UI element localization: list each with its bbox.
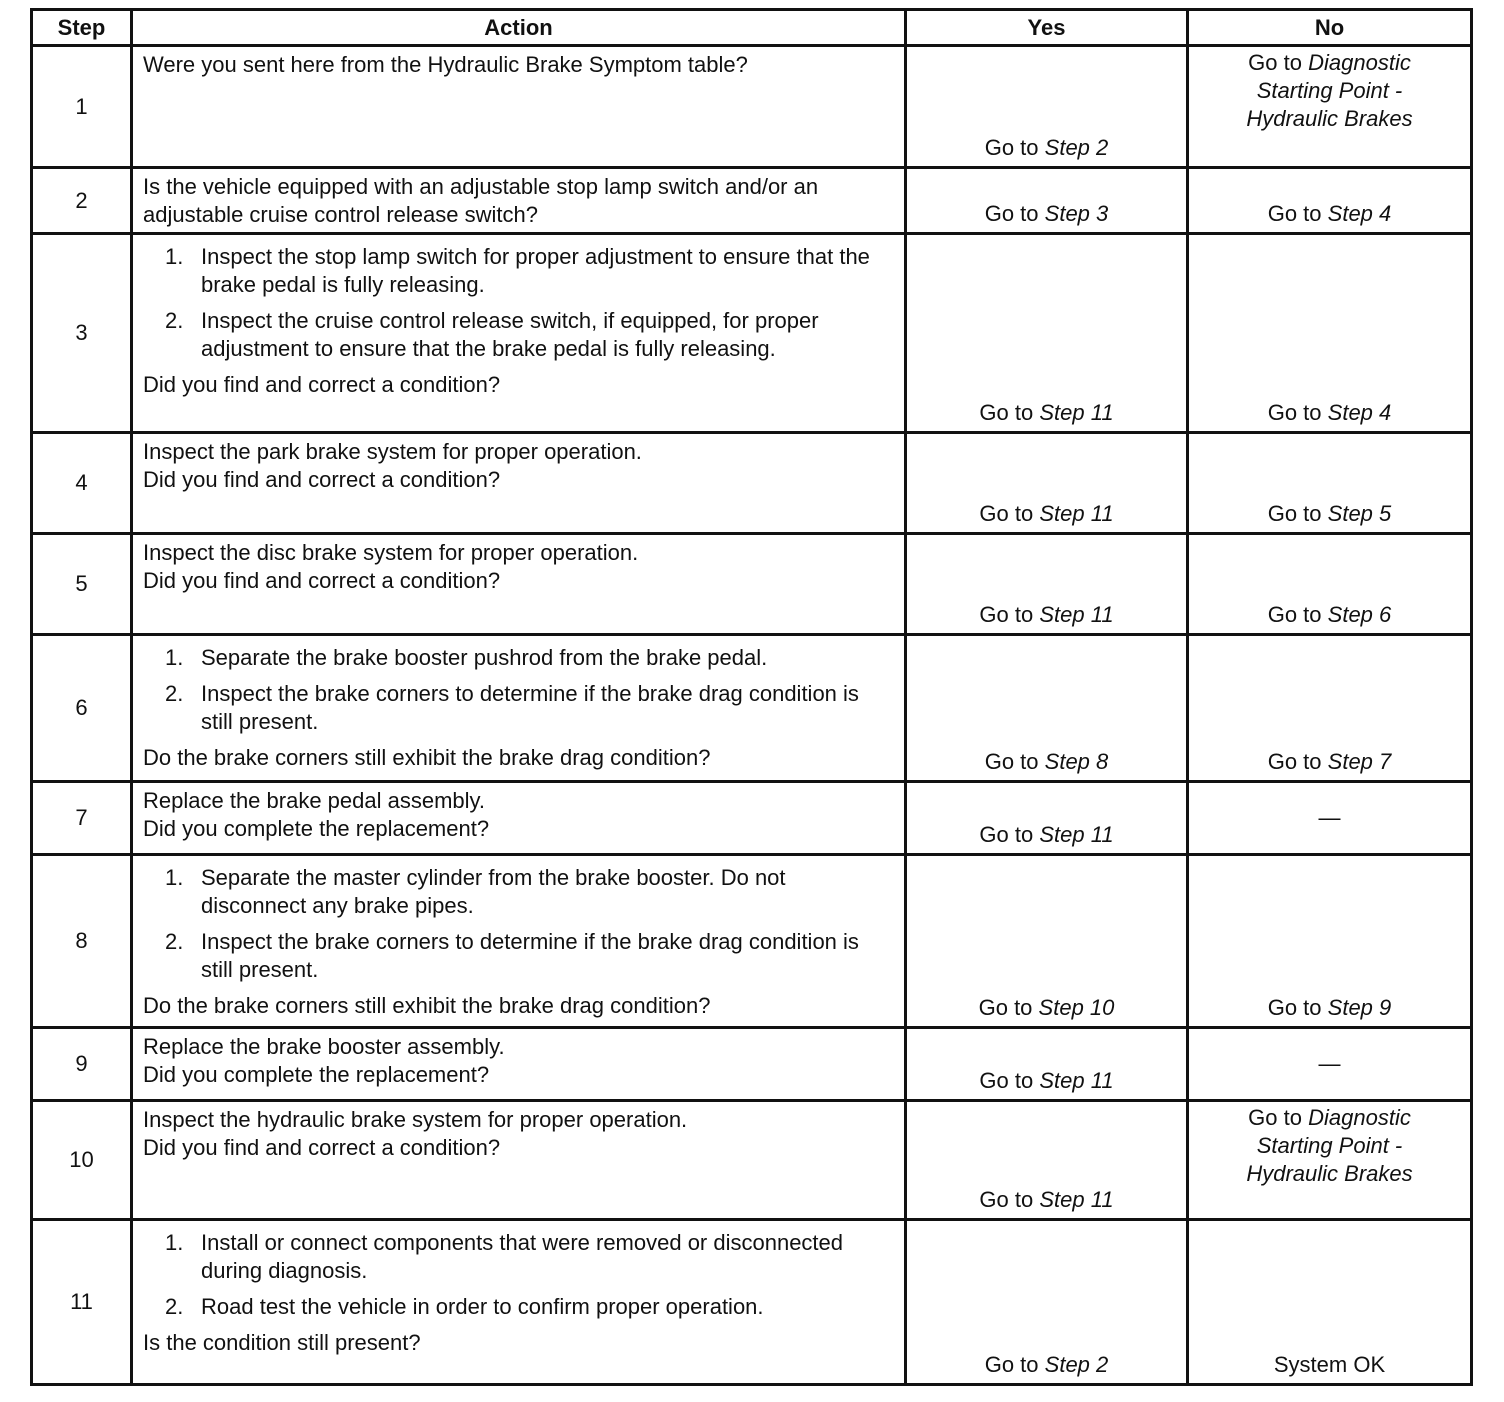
- no-target: Step 6: [1327, 602, 1392, 627]
- no-cell: [1188, 782, 1472, 855]
- action-text: Replace the brake booster assembly.: [143, 1034, 505, 1059]
- action-question: Is the condition still present?: [143, 1330, 421, 1355]
- no-cell: [1188, 46, 1472, 168]
- procedure-list: [143, 636, 894, 744]
- yes-target: Step 11: [1039, 501, 1114, 526]
- no-cell: [1188, 635, 1472, 782]
- go-to-text: Go to: [984, 201, 1039, 226]
- no-target: Step 5: [1327, 501, 1392, 526]
- go-to-text: Go to: [1267, 995, 1322, 1020]
- yes-cell: [906, 1028, 1188, 1101]
- action-text: Inspect the hydraulic brake system for proper operation.: [143, 1107, 688, 1132]
- no-cell: [1188, 534, 1472, 635]
- step-number: 5: [32, 534, 132, 635]
- no-cell: [1188, 1028, 1472, 1101]
- yes-cell: [906, 46, 1188, 168]
- action-cell: [132, 1028, 906, 1101]
- no-target: Step 4: [1327, 201, 1392, 226]
- action-question: Did you complete the replacement?: [143, 1062, 490, 1087]
- header-action: Action: [132, 10, 906, 46]
- yes-cell: [906, 433, 1188, 534]
- table-row: [32, 433, 1472, 534]
- step-number: 9: [32, 1028, 132, 1101]
- yes-target: Step 11: [1039, 602, 1114, 627]
- yes-target: Step 11: [1039, 822, 1114, 847]
- action-question: Did you find and correct a condition?: [143, 1135, 501, 1160]
- yes-cell: [906, 234, 1188, 433]
- action-question: Do the brake corners still exhibit the brake drag condition?: [143, 993, 711, 1018]
- step-number: 4: [32, 433, 132, 534]
- procedure-item: 2. Road test the vehicle in order to confirm proper operation.: [165, 1294, 764, 1319]
- yes-target: Step 11: [1039, 1187, 1114, 1212]
- action-text: Is the vehicle equipped with an adjustable stop lamp switch and/or an adjustable cruise control release switch?: [143, 174, 819, 227]
- table-row: [32, 46, 1472, 168]
- go-to-text: Go to: [1267, 749, 1322, 774]
- yes-target: Step 8: [1044, 749, 1109, 774]
- action-cell: [132, 168, 906, 234]
- go-to-text: Go to: [978, 995, 1033, 1020]
- go-to-text: Go to: [979, 822, 1034, 847]
- no-value: —: [1318, 805, 1341, 830]
- yes-target: Step 11: [1039, 1068, 1114, 1093]
- step-number: 3: [32, 234, 132, 433]
- no-target: Step 7: [1327, 749, 1392, 774]
- yes-cell: [906, 1220, 1188, 1385]
- no-value: System OK: [1273, 1352, 1386, 1377]
- go-to-text: Go to: [984, 749, 1039, 774]
- procedure-list: [143, 1221, 894, 1329]
- yes-cell: [906, 1101, 1188, 1220]
- action-cell: [132, 635, 906, 782]
- procedure-item: 1. Separate the master cylinder from the brake booster. Do not disconnect any brake pipes.: [165, 865, 786, 918]
- step-number: 10: [32, 1101, 132, 1220]
- step-number: 1: [32, 46, 132, 168]
- action-cell: [132, 1220, 906, 1385]
- diagnostic-table: [30, 8, 1473, 1386]
- go-to-text: Go to: [979, 602, 1034, 627]
- no-target-line: Hydraulic Brakes: [1246, 1161, 1413, 1186]
- go-to-text: Go to: [1248, 50, 1302, 75]
- table-row: [32, 635, 1472, 782]
- procedure-item: 2. Inspect the brake corners to determine if the brake drag condition is still present.: [165, 681, 859, 734]
- go-to-text: Go to: [979, 501, 1034, 526]
- procedure-item: 1. Inspect the stop lamp switch for proper adjustment to ensure that the brake pedal is fully releasing.: [165, 244, 870, 297]
- yes-target: Step 3: [1044, 201, 1109, 226]
- no-target-line: Diagnostic: [1308, 1105, 1411, 1130]
- step-number: 11: [32, 1220, 132, 1385]
- go-to-text: Go to: [1267, 501, 1322, 526]
- yes-target: Step 2: [1044, 1352, 1109, 1377]
- action-cell: [132, 433, 906, 534]
- no-cell: [1188, 234, 1472, 433]
- action-text: Were you sent here from the Hydraulic Brake Symptom table?: [143, 52, 748, 77]
- step-number: 6: [32, 635, 132, 782]
- go-to-text: Go to: [979, 1187, 1034, 1212]
- header-step: Step: [32, 10, 132, 46]
- go-to-text: Go to: [979, 1068, 1034, 1093]
- step-number: 7: [32, 782, 132, 855]
- procedure-list: [143, 856, 894, 992]
- no-target-line: Hydraulic Brakes: [1246, 106, 1413, 131]
- action-question: Do the brake corners still exhibit the brake drag condition?: [143, 745, 711, 770]
- go-to-text: Go to: [979, 400, 1034, 425]
- go-to-text: Go to: [1267, 602, 1322, 627]
- go-to-text: Go to: [1267, 201, 1322, 226]
- yes-cell: [906, 635, 1188, 782]
- action-text: Replace the brake pedal assembly.: [143, 788, 486, 813]
- yes-cell: [906, 534, 1188, 635]
- table-row: [32, 234, 1472, 433]
- yes-cell: [906, 782, 1188, 855]
- go-to-text: Go to: [1267, 400, 1322, 425]
- no-target-line: Starting Point -: [1256, 78, 1403, 103]
- no-target: Step 9: [1327, 995, 1392, 1020]
- yes-cell: [906, 855, 1188, 1028]
- table-row: [32, 168, 1472, 234]
- table-row: [32, 855, 1472, 1028]
- action-cell: [132, 855, 906, 1028]
- no-cell: [1188, 1101, 1472, 1220]
- header-row: [32, 10, 1472, 46]
- action-cell: [132, 1101, 906, 1220]
- no-target-line: Diagnostic: [1308, 50, 1411, 75]
- action-question: Did you find and correct a condition?: [143, 467, 501, 492]
- yes-target: Step 11: [1039, 400, 1114, 425]
- header-yes: Yes: [906, 10, 1188, 46]
- action-cell: [132, 782, 906, 855]
- procedure-item: 2. Inspect the cruise control release switch, if equipped, for proper adjustment to ensure that the brake pedal is fully releasing.: [165, 308, 819, 361]
- go-to-text: Go to: [984, 135, 1039, 160]
- action-cell: [132, 46, 906, 168]
- action-text: Inspect the disc brake system for proper operation.: [143, 540, 639, 565]
- yes-target: Step 2: [1044, 135, 1109, 160]
- action-question: Did you find and correct a condition?: [143, 372, 501, 397]
- procedure-item: 1. Install or connect components that were removed or disconnected during diagnosis.: [165, 1230, 844, 1283]
- action-question: Did you complete the replacement?: [143, 816, 490, 841]
- step-number: 2: [32, 168, 132, 234]
- no-value: —: [1318, 1051, 1341, 1076]
- table-row: [32, 1028, 1472, 1101]
- no-target: Step 4: [1327, 400, 1392, 425]
- action-question: Did you find and correct a condition?: [143, 568, 501, 593]
- procedure-list: [143, 235, 894, 371]
- no-cell: [1188, 168, 1472, 234]
- procedure-item: 2. Inspect the brake corners to determine if the brake drag condition is still present.: [165, 929, 859, 982]
- table-row: [32, 534, 1472, 635]
- table-row: [32, 1101, 1472, 1220]
- table-row: [32, 782, 1472, 855]
- no-cell: [1188, 855, 1472, 1028]
- no-target-line: Starting Point -: [1256, 1133, 1403, 1158]
- step-number: 8: [32, 855, 132, 1028]
- action-text: Inspect the park brake system for proper operation.: [143, 439, 642, 464]
- go-to-text: Go to: [984, 1352, 1039, 1377]
- procedure-item: 1. Separate the brake booster pushrod from the brake pedal.: [165, 645, 768, 670]
- table-row: [32, 1220, 1472, 1385]
- no-cell: [1188, 433, 1472, 534]
- yes-cell: [906, 168, 1188, 234]
- go-to-text: Go to: [1248, 1105, 1302, 1130]
- action-cell: [132, 234, 906, 433]
- yes-target: Step 10: [1038, 995, 1115, 1020]
- no-cell: [1188, 1220, 1472, 1385]
- header-no: No: [1188, 10, 1472, 46]
- action-cell: [132, 534, 906, 635]
